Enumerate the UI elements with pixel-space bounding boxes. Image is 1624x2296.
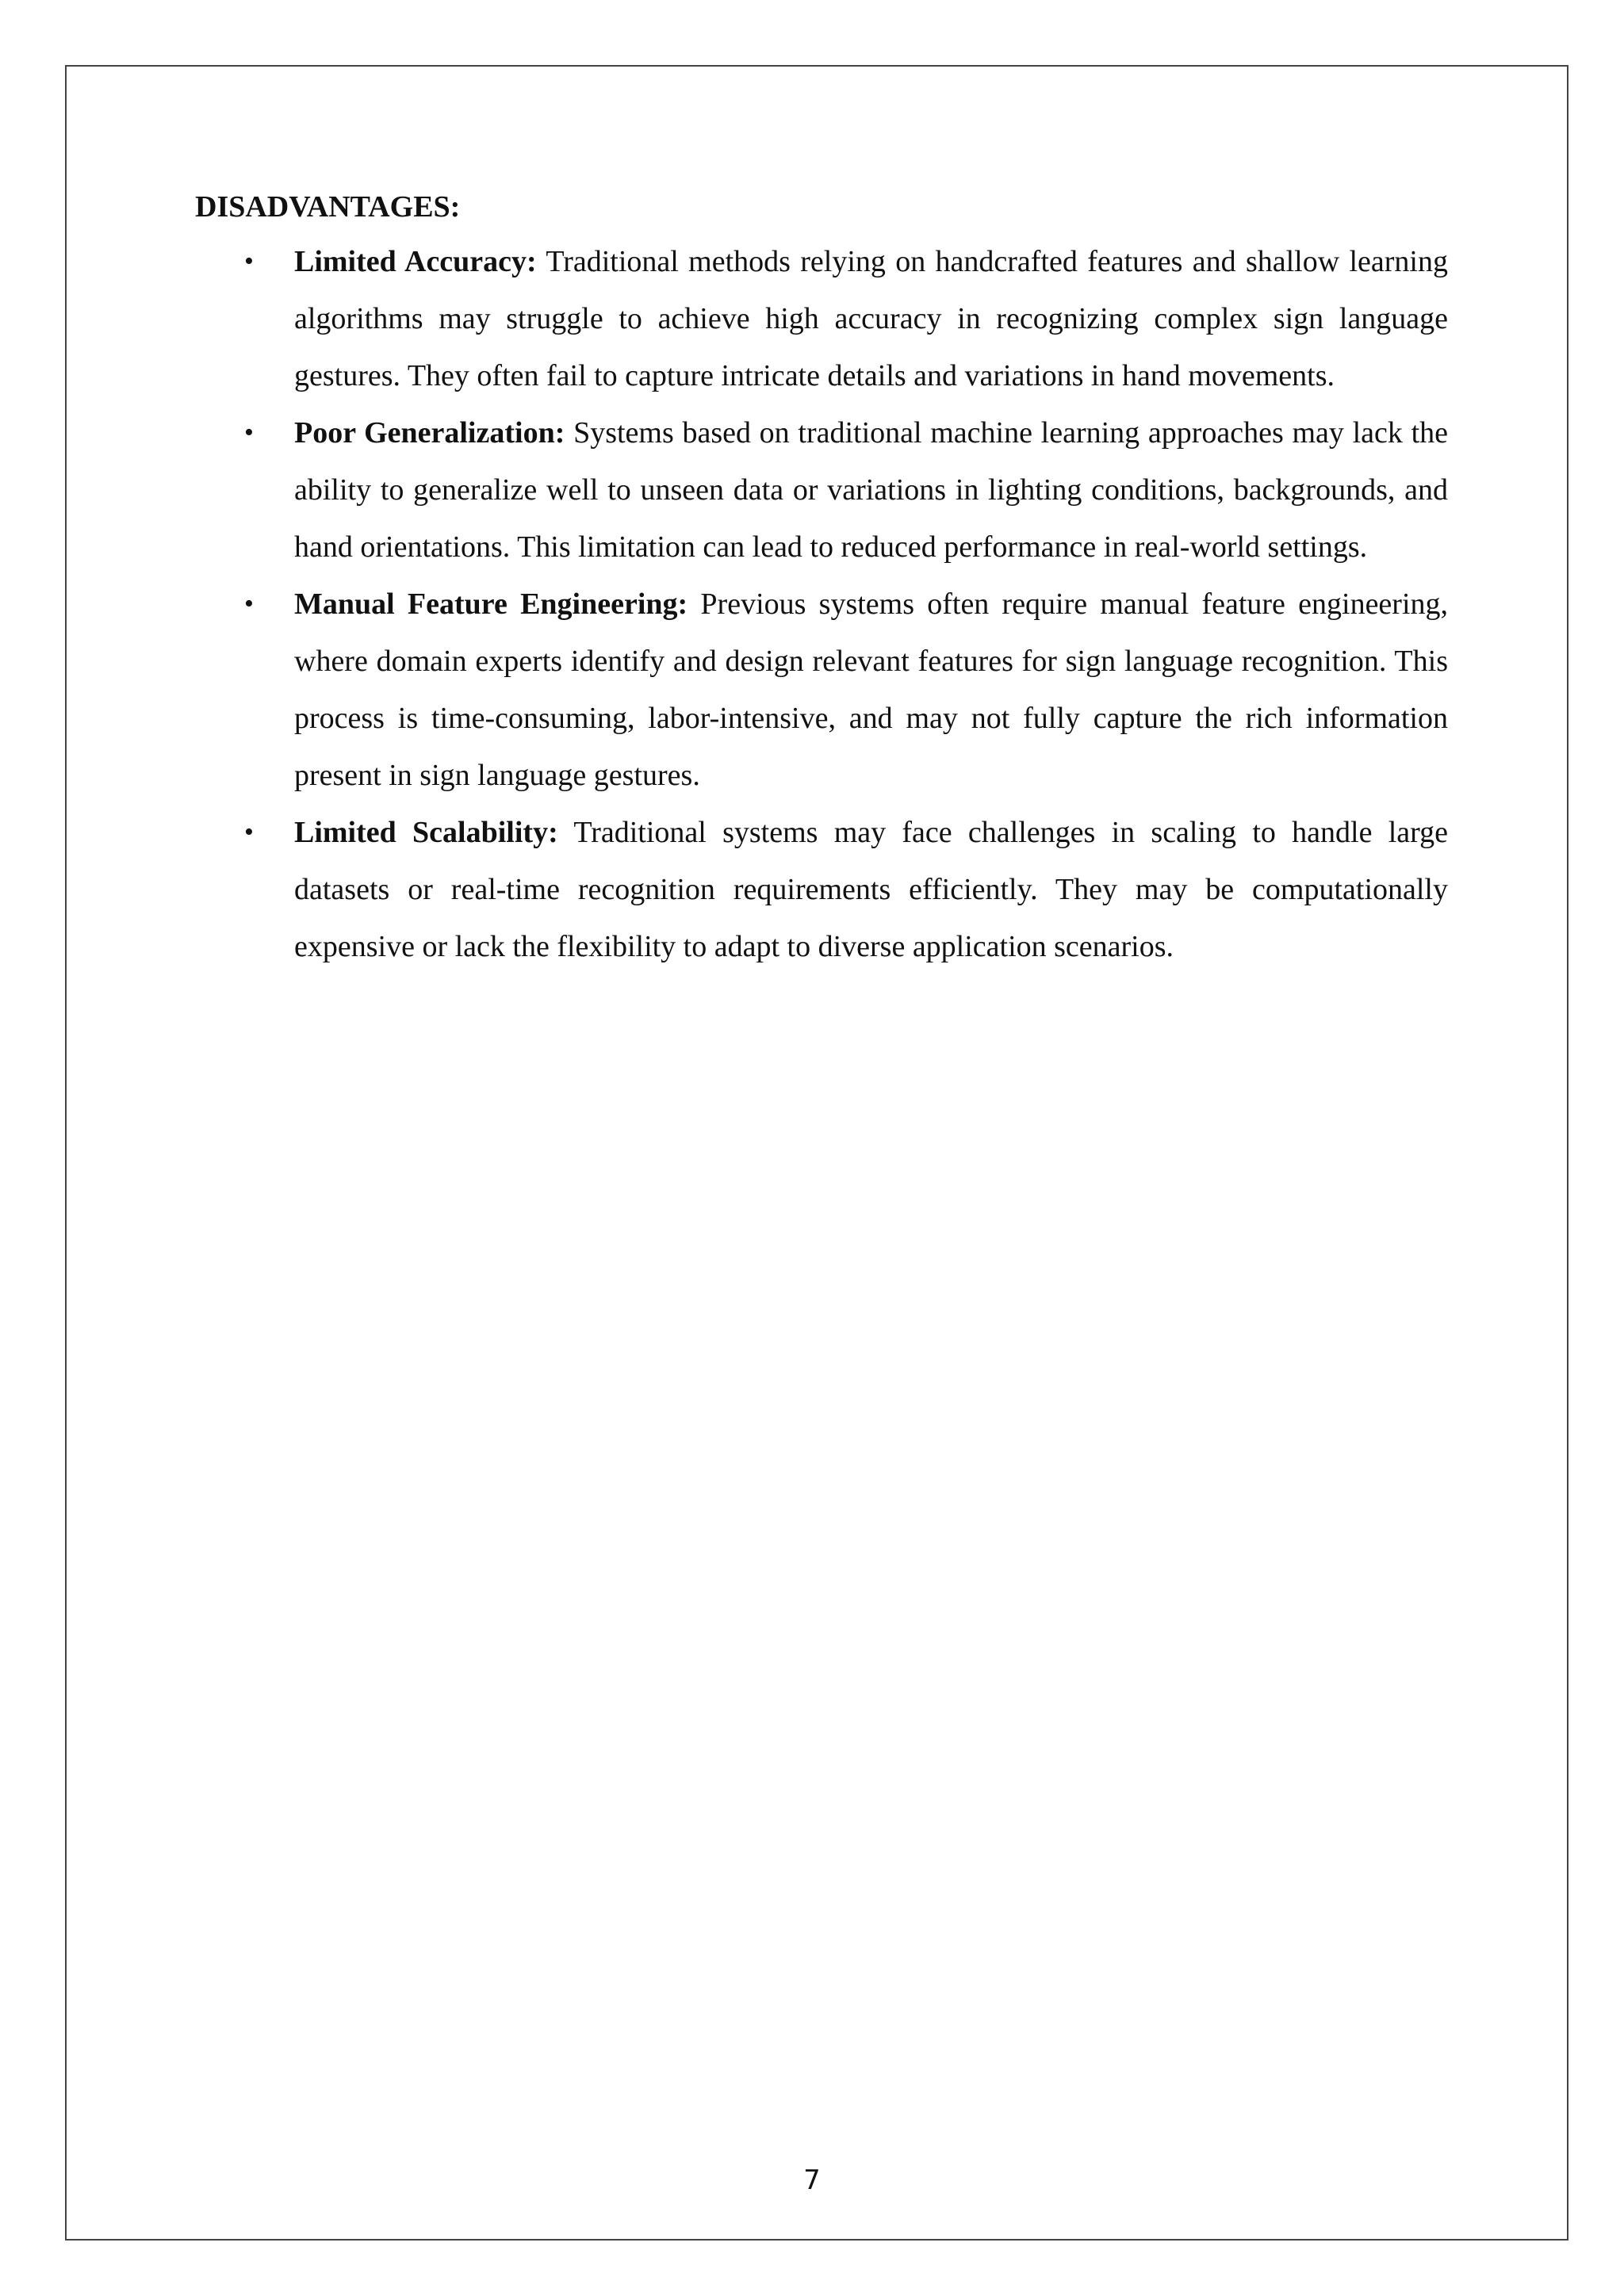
bullet-icon: • [244,418,254,447]
bullet-text: Systems based on traditional machine learning approaches may lack the ability to generalize well to unseen data or variations in lighting conditions, backgrounds, and hand orientations. This limitation can lead to reduced performance in real-world settings. [294,416,1449,564]
list-item [195,804,1448,975]
bullet-term: Limited Accuracy: [294,245,537,278]
bullet-text: Traditional methods relying on handcrafted features and shallow learning algorithms may struggle to achieve high accuracy in recognizing complex sign language gestures. They often fail to capture intricate details and variations in hand movements. [294,245,1448,392]
bullet-list [195,233,1448,975]
list-item [195,404,1448,576]
section-heading: DISADVANTAGES: [195,190,461,224]
document-body [195,182,1448,975]
bullet-text: Previous systems often require manual feature engineering, where domain experts identify and design relevant features for sign language recognition. This process is time-consuming, labor-intensive, and may not fully capture the rich information present in sign language gestures. [294,587,1449,792]
bullet-text: Traditional systems may face challenges in scaling to handle large datasets or real-time recognition requirements efficiently. They may be computationally expensive or lack the flexibility to adapt to diverse application scenarios. [294,816,1448,963]
bullet-icon: • [244,247,254,276]
bullet-term: Manual Feature Engineering: [294,587,688,621]
bullet-icon: • [244,589,254,618]
bullet-term: Limited Scalability: [294,816,558,849]
list-item [195,233,1448,404]
bullet-term: Poor Generalization: [294,416,565,450]
list-item [195,576,1448,804]
bullet-icon: • [244,817,254,847]
page-number: 7 [803,2164,821,2196]
